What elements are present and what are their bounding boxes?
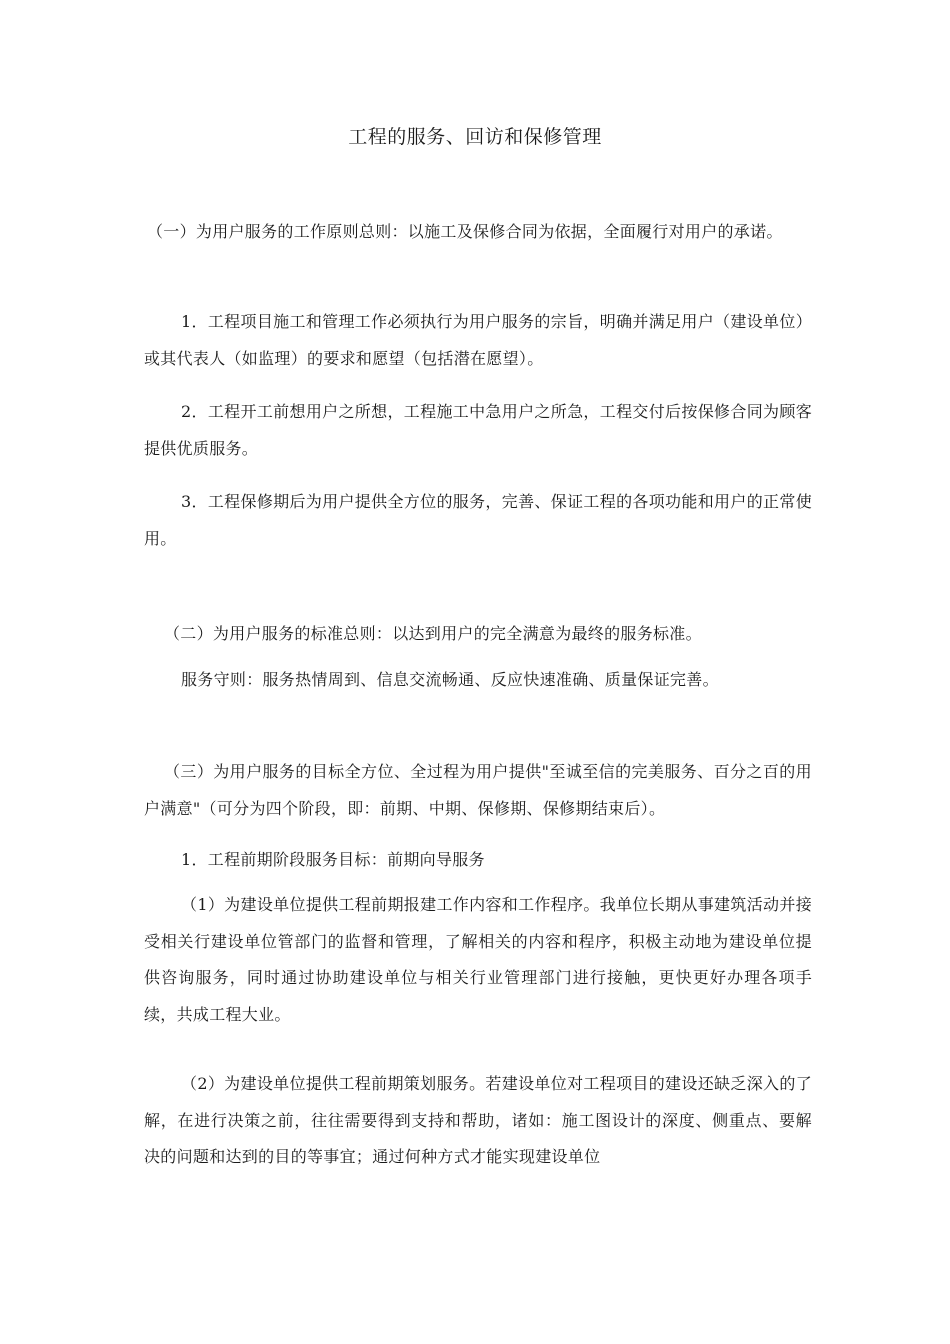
paragraph-item-2: 2．工程开工前想用户之所想，工程施工中急用户之所急，工程交付后按保修合同为顾客提供优质服务。 [144, 402, 812, 458]
paragraph-section-3-goal: （三）为用户服务的目标全方位、全过程为用户提供"至诚至信的完美服务、百分之百的用户满意"（可分为四个阶段，即：前期、中期、保修期、保修期结束后）。 [144, 762, 812, 818]
paragraph-service-rules: 服务守则：服务热情周到、信息交流畅通、反应快速准确、质量保证完善。 [181, 670, 719, 689]
paragraph-section-2-standard: （二）为用户服务的标准总则：以达到用户的完全满意为最终的服务标准。 [164, 624, 702, 643]
paragraph-section-1-principle: （一）为用户服务的工作原则总则：以施工及保修合同为依据，全面履行对用户的承诺。 [147, 222, 783, 241]
paragraph-item-3: 3．工程保修期后为用户提供全方位的服务，完善、保证工程的各项功能和用户的正常使用。 [144, 492, 812, 548]
paragraph-subitem-1: （1）为建设单位提供工程前期报建工作内容和工作程序。我单位长期从事建筑活动并接受相关行建设单位管部门的监督和管理，了解相关的内容和程序，积极主动地为建设单位提供咨询服务，同时通过协助建设单位与相关行业管理部门进行接触，更快更好办理各项手续，共成工程大业。 [144, 895, 812, 1024]
paragraph-item-1: 1．工程项目施工和管理工作必须执行为用户服务的宗旨，明确并满足用户（建设单位）或其代表人（如监理）的要求和愿望（包括潜在愿望）。 [144, 312, 812, 368]
document-title: 工程的服务、回访和保修管理 [348, 126, 602, 148]
paragraph-subitem-2: （2）为建设单位提供工程前期策划服务。若建设单位对工程项目的建设还缺乏深入的了解，在进行决策之前，往往需要得到支持和帮助，诸如：施工图设计的深度、侧重点、要解决的问题和达到的目的等事宜；通过何种方式才能实现建设单位 [144, 1074, 812, 1166]
paragraph-stage-1-goal: 1．工程前期阶段服务目标：前期向导服务 [181, 850, 485, 869]
